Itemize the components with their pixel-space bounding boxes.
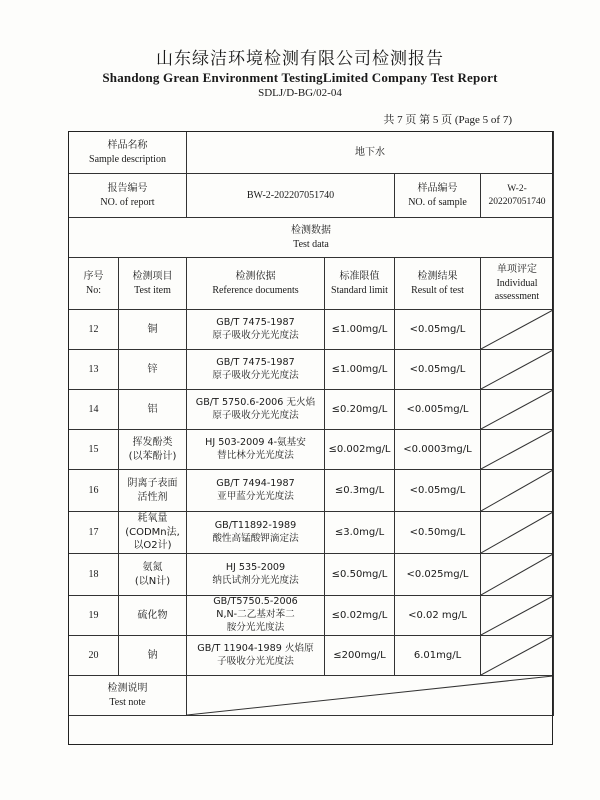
test-item: 耗氧量 (CODMn法, 以O2计)	[119, 512, 187, 554]
test-item: 锌	[119, 350, 187, 390]
test-item: 钠	[119, 636, 187, 676]
standard-limit: ≤0.02mg/L	[325, 596, 395, 636]
standard-limit: ≤0.50mg/L	[325, 554, 395, 596]
test-item: 阴离子表面 活性剂	[119, 470, 187, 512]
table-outer-frame	[68, 131, 553, 745]
test-item: 挥发酚类 (以苯酚计)	[119, 430, 187, 470]
standard-limit: ≤1.00mg/L	[325, 350, 395, 390]
test-note-label: 检测说明 Test note	[69, 676, 187, 716]
standard-limit: ≤0.002mg/L	[325, 430, 395, 470]
sample-no-value: W-2-202207051740	[481, 174, 554, 218]
standard-limit: ≤3.0mg/L	[325, 512, 395, 554]
test-result: <0.50mg/L	[395, 512, 481, 554]
test-item: 氨氮 (以N计)	[119, 554, 187, 596]
sample-no-label: 样品编号 NO. of sample	[395, 174, 481, 218]
reference-document: GB/T 11904-1989 火焰原 子吸收分光光度法	[187, 636, 325, 676]
report-no-label: 报告编号 NO. of report	[69, 174, 187, 218]
test-data-heading: 检测数据 Test data	[69, 218, 554, 258]
standard-limit: ≤200mg/L	[325, 636, 395, 676]
test-item: 硫化物	[119, 596, 187, 636]
row-number: 13	[69, 350, 119, 390]
test-result: <0.0003mg/L	[395, 430, 481, 470]
reference-document: GB/T 7475-1987 原子吸收分光光度法	[187, 350, 325, 390]
report-title-en: Shandong Grean Environment TestingLimited Company Test Report	[102, 70, 498, 85]
report-no-value: BW-2-202207051740	[187, 174, 395, 218]
document-code: SDLJ/D-BG/02-04	[258, 87, 342, 99]
test-result: <0.05mg/L	[395, 350, 481, 390]
row-number: 14	[69, 390, 119, 430]
reference-document: GB/T11892-1989 酸性高锰酸钾滴定法	[187, 512, 325, 554]
reference-document: GB/T5750.5-2006 N,N-二乙基对苯二 胺分光光度法	[187, 596, 325, 636]
standard-limit: ≤1.00mg/L	[325, 310, 395, 350]
reference-document: HJ 535-2009 纳氏试剂分光光度法	[187, 554, 325, 596]
row-number: 15	[69, 430, 119, 470]
test-result: <0.005mg/L	[395, 390, 481, 430]
test-result: <0.02 mg/L	[395, 596, 481, 636]
row-number: 16	[69, 470, 119, 512]
test-result: 6.01mg/L	[395, 636, 481, 676]
report-title-cn: 山东绿洁环境检测有限公司检测报告	[156, 49, 444, 69]
page-indicator: 共 7 页 第 5 页 (Page 5 of 7)	[383, 114, 512, 126]
sample-description-value: 地下水	[187, 132, 554, 174]
col-header-reference: 检测依据 Reference documents	[187, 258, 325, 310]
row-number: 20	[69, 636, 119, 676]
col-header-result: 检测结果 Result of test	[395, 258, 481, 310]
col-header-standard-limit: 标准限值 Standard limit	[325, 258, 395, 310]
row-number: 18	[69, 554, 119, 596]
row-number: 17	[69, 512, 119, 554]
test-item: 铜	[119, 310, 187, 350]
row-number: 19	[69, 596, 119, 636]
test-result: <0.05mg/L	[395, 310, 481, 350]
row-number: 12	[69, 310, 119, 350]
reference-document: GB/T 5750.6-2006 无火焰 原子吸收分光光度法	[187, 390, 325, 430]
col-header-no: 序号 No:	[69, 258, 119, 310]
test-result: <0.025mg/L	[395, 554, 481, 596]
reference-document: GB/T 7475-1987 原子吸收分光光度法	[187, 310, 325, 350]
col-header-item: 检测项目 Test item	[119, 258, 187, 310]
reference-document: HJ 503-2009 4-氨基安 替比林分光光度法	[187, 430, 325, 470]
test-result: <0.05mg/L	[395, 470, 481, 512]
standard-limit: ≤0.3mg/L	[325, 470, 395, 512]
test-item: 铝	[119, 390, 187, 430]
col-header-assessment: 单项评定 Individual assessment	[481, 258, 554, 310]
standard-limit: ≤0.20mg/L	[325, 390, 395, 430]
reference-document: GB/T 7494-1987 亚甲蓝分光光度法	[187, 470, 325, 512]
sample-description-label: 样品名称 Sample description	[69, 132, 187, 174]
